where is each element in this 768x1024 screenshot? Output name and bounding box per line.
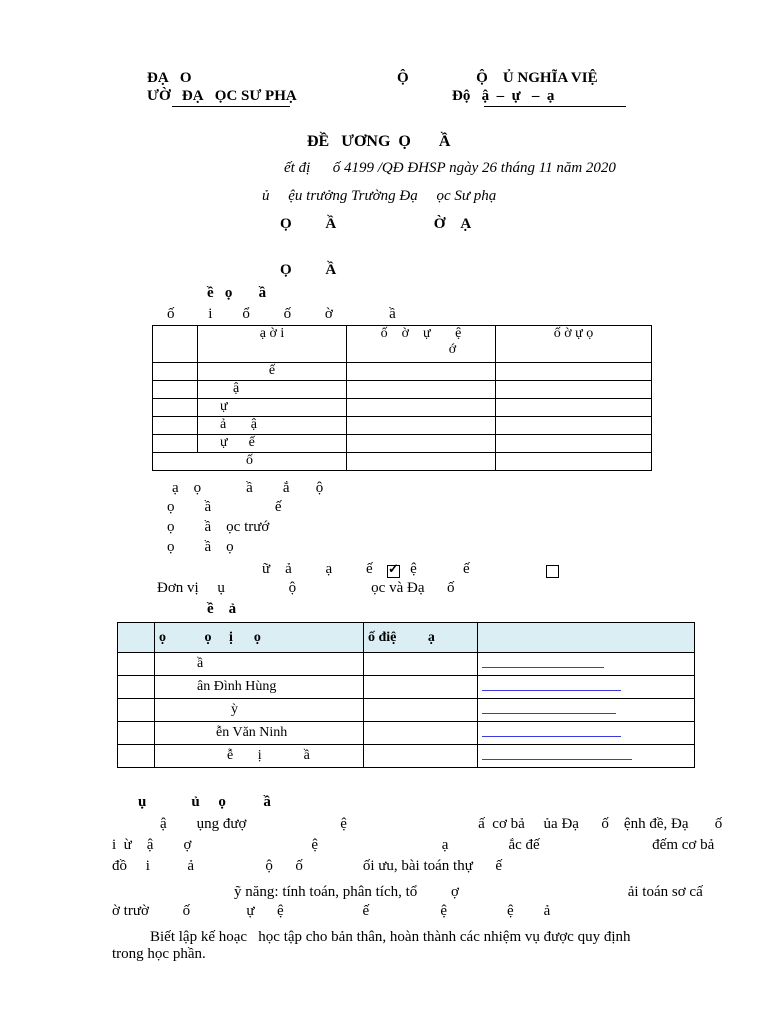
parallel-course-line: ọ ầ ọ	[167, 539, 234, 555]
table-cell	[153, 435, 198, 453]
table-header-cell: ố ờ ự ọ	[496, 326, 652, 363]
table-header-cell: ạ ờ i	[198, 326, 347, 363]
objective-3-line1: Biết lập kế hoạc học tập cho bản thân, hoàn thành các nhiệm vụ được quy định	[150, 929, 631, 945]
table-cell	[347, 363, 496, 381]
table-row	[153, 399, 652, 417]
empty-box-icon	[546, 565, 559, 578]
email-link[interactable]	[482, 724, 621, 737]
language-line: ữ ả ạ ế ệ	[262, 561, 417, 577]
table-cell	[153, 417, 198, 435]
language-option-label: ế	[463, 561, 470, 577]
table-row	[118, 699, 695, 722]
table-cell	[118, 699, 155, 722]
table-row	[153, 417, 652, 435]
table-cell	[364, 699, 478, 722]
table-cell	[364, 653, 478, 676]
objective-3-line2: trong học phần.	[112, 946, 206, 962]
table-cell	[364, 745, 478, 768]
email-link[interactable]	[482, 655, 604, 668]
table-cell: ả ậ	[198, 417, 347, 435]
section2-heading: ụ ủ ọ ầ	[138, 794, 271, 810]
table-cell	[118, 722, 155, 745]
lecturers-table	[117, 622, 695, 768]
table-row	[153, 363, 652, 381]
table-cell	[496, 381, 652, 399]
header-right-underline	[484, 106, 626, 107]
table-cell	[347, 381, 496, 399]
table-cell	[496, 363, 652, 381]
table-cell	[496, 453, 652, 471]
header-left-underline	[172, 106, 290, 107]
email-link[interactable]	[482, 747, 632, 760]
table-header-row	[118, 623, 695, 653]
course-subtitle: Ọ Ầ Ờ Ạ	[280, 216, 472, 232]
objective-2-line2: ờ trườ ố ự ệ ế ệ ệ ả	[112, 903, 551, 919]
table-cell	[496, 435, 652, 453]
table-cell	[347, 399, 496, 417]
table-cell	[118, 745, 155, 768]
course-type-line: ạ ọ ầ ắ ộ	[172, 480, 324, 496]
issuer-line: ủ ệu trưởng Trường Đạ ọc Sư phạ	[262, 188, 497, 204]
email-cell[interactable]	[478, 699, 695, 722]
table-cell	[364, 722, 478, 745]
country-name: Ộ Ộ Ủ NGHĨA VIỆ	[397, 70, 598, 86]
table-row	[118, 745, 695, 768]
table-header-cell: ọ ọ ị ọ	[155, 623, 364, 653]
lecturer-name: ễ ị ầ	[155, 745, 364, 768]
table-cell: ế	[198, 363, 347, 381]
table-cell	[364, 676, 478, 699]
table-header-cell	[478, 623, 695, 653]
decision-line: ết đị ố 4199 /QĐ ĐHSP ngày 26 tháng 11 năm 2020	[284, 160, 616, 176]
table-cell	[153, 381, 198, 399]
table-cell	[347, 453, 496, 471]
table-cell: ố	[153, 453, 347, 471]
section1-sub1: ề ọ ầ	[207, 285, 267, 301]
table-cell	[496, 399, 652, 417]
table-row	[153, 435, 652, 453]
objective-1-line1: ậ ụng đượ ệ ấ cơ bả ủa Đạ ố ệnh đề, Đạ ố	[160, 816, 723, 832]
ministry-name: ĐẠ O	[147, 70, 192, 86]
table-header-cell: ố điệ ạ	[364, 623, 478, 653]
email-cell[interactable]	[478, 745, 695, 768]
objective-2-line1: ỹ năng: tính toán, phân tích, tổ ợ ải toán sơ cấ	[234, 884, 703, 900]
email-link[interactable]	[482, 678, 621, 691]
email-cell[interactable]	[478, 676, 695, 699]
table-cell	[496, 417, 652, 435]
table-cell	[153, 363, 198, 381]
table-header-cell: ố ờ ự ệ ớ	[347, 326, 496, 363]
table-cell	[153, 399, 198, 417]
section1-heading: Ọ Ầ	[280, 262, 337, 278]
table-row	[118, 722, 695, 745]
table-cell	[347, 417, 496, 435]
email-link[interactable]	[482, 701, 616, 714]
table-cell	[118, 653, 155, 676]
prerequisite-line: ọ ầ ế	[167, 499, 282, 515]
objective-1-line3: đồ i ả ộ ố ối ưu, bài toán thự ế	[112, 858, 502, 874]
prior-course-line: ọ ầ ọc trướ	[167, 519, 270, 535]
objective-1-line2: i ừ ậ ợ ệ ạ ắc đế đếm cơ bả	[112, 837, 715, 853]
table-cell: ự ế	[198, 435, 347, 453]
table-cell	[347, 435, 496, 453]
department-line: Đơn vị ụ ộ ọc và Đạ ố	[157, 580, 455, 596]
credit-hours-table	[152, 325, 652, 471]
table-row	[153, 381, 652, 399]
university-name: ƯỜ ĐẠ ỌC SƯ PHẠ	[147, 88, 297, 104]
table-header-row	[153, 326, 652, 363]
table-cell	[118, 676, 155, 699]
table-header-cell	[118, 623, 155, 653]
lecturer-name: ỳ	[155, 699, 364, 722]
table-row	[118, 653, 695, 676]
section1-sub2: ố i ổ ố ờ ầ	[167, 306, 396, 322]
table-total-row	[153, 453, 652, 471]
table-cell: ậ	[198, 381, 347, 399]
table-header-cell	[153, 326, 198, 363]
motto: Độ ậ – ự – ạ	[452, 88, 555, 104]
table-row	[118, 676, 695, 699]
lecturer-name: ân Đình Hùng	[155, 676, 364, 699]
email-cell[interactable]	[478, 653, 695, 676]
lecturer-name: ầ	[155, 653, 364, 676]
email-cell[interactable]	[478, 722, 695, 745]
lecturer-name: ễn Văn Ninh	[155, 722, 364, 745]
lecturers-heading: ề ả	[207, 601, 237, 617]
table-cell: ự	[198, 399, 347, 417]
checked-box-icon	[387, 565, 400, 578]
document-title: ĐỀ ƯƠNG Ọ Ầ	[307, 133, 451, 150]
